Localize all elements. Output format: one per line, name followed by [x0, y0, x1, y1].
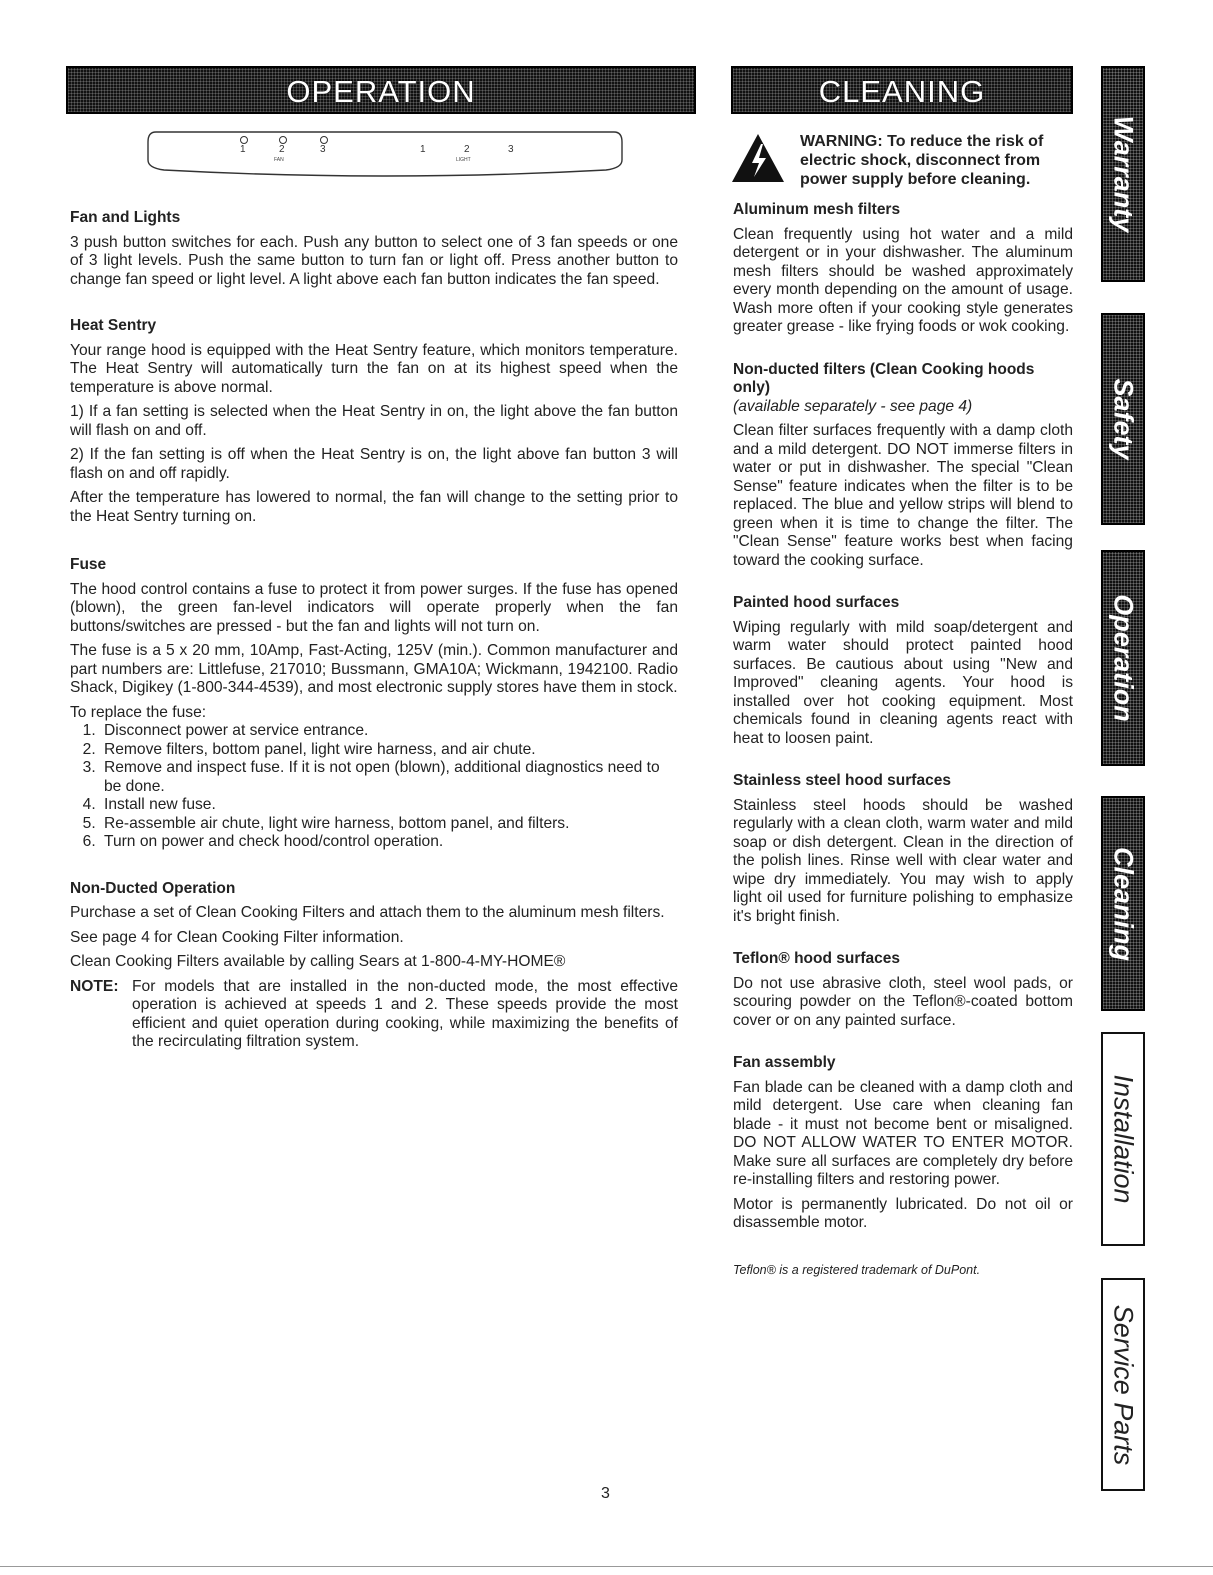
operation-column — [70, 209, 678, 1058]
fuse-steps — [70, 722, 678, 852]
fuse-text-1: The hood control contains a fuse to protect it from power surges. If the fuse has opened (blown), the green fan-level indicators will operate properly when the fan buttons/switches are pressed - but the fan and lights will not turn on. — [70, 580, 678, 635]
bottom-rule — [0, 1566, 1213, 1567]
tab-service-parts-label: Service Parts — [1108, 1304, 1139, 1465]
aluminum-text: Clean frequently using hot water and a mild detergent or in your dishwasher. The aluminum mesh filters should be washed approximately every month depending on the amount of usage. Wash more often if your cooking style generates greater grease - like frying foods or wok cooking. — [733, 225, 1073, 335]
non-ducted-filters-heading: Non-ducted filters (Clean Cooking hoods only) — [733, 360, 1035, 396]
fan-button-3: 3 — [320, 144, 326, 155]
stainless-heading: Stainless steel hood surfaces — [733, 772, 951, 789]
fuse-step-3: 3. Remove and inspect fuse. If it is not open (blown), additional diagnostics need to be done. — [100, 759, 678, 796]
fuse-text-3: To replace the fuse: — [70, 703, 207, 721]
tab-service-parts[interactable] — [1101, 1278, 1145, 1491]
fan-assembly-text-2: Motor is permanently lubricated. Do not oil or disassemble motor. — [733, 1195, 1073, 1231]
fuse-step-6: 6. Turn on power and check hood/control operation. — [100, 833, 678, 852]
operation-header — [66, 66, 696, 114]
light-button-2: 2 — [464, 144, 470, 155]
fuse-step-1: 1. Disconnect power at service entrance. — [100, 722, 678, 741]
fan-assembly-text-1: Fan blade can be cleaned with a damp cloth and mild detergent. Use care when cleaning fan blade - it must not become bent or misaligned. DO NOT ALLOW WATER TO ENTER MOTOR. Make sure all surfaces are completely dry before re-installing filters and restoring power. — [733, 1078, 1073, 1188]
fuse-step-5: 5. Re-assemble air chute, light wire harness, bottom panel, and filters. — [100, 815, 678, 834]
heat-sentry-text-4: After the temperature has lowered to normal, the fan will change to the setting prior to the Heat Sentry turning on. — [70, 489, 678, 525]
control-panel-diagram — [146, 130, 624, 182]
fan-indicator-3 — [321, 137, 328, 144]
note-label: NOTE: — [70, 977, 119, 995]
electric-shock-warning-icon — [730, 132, 786, 184]
non-ducted-text-3: Clean Cooking Filters available by calling Sears at 1-800-4-MY-HOME® — [70, 953, 566, 970]
fan-lights-heading: Fan and Lights — [70, 209, 181, 226]
teflon-trademark-note: Teflon® is a registered trademark of DuPont. — [733, 1262, 981, 1277]
control-panel-outline — [146, 130, 624, 182]
non-ducted-text-2: See page 4 for Clean Cooking Filter information. — [70, 928, 404, 946]
fuse-step-4: 4. Install new fuse. — [100, 796, 678, 815]
fuse-heading: Fuse — [70, 556, 107, 573]
fan-label: FAN — [274, 157, 284, 163]
aluminum-heading: Aluminum mesh filters — [733, 201, 901, 218]
heat-sentry-text-3: 2) If the fan setting is off when the Heat Sentry is on, the light above fan button 3 will flash on and off rapidly. — [70, 446, 678, 482]
teflon-text: Do not use abrasive cloth, steel wool pads, or scouring powder on the Teflon®-coated bottom cover or on any painted surface. — [733, 974, 1073, 1029]
light-button-1: 1 — [420, 144, 426, 155]
cleaning-header — [731, 66, 1073, 114]
non-ducted-text-1: Purchase a set of Clean Cooking Filters and attach them to the aluminum mesh filters. — [70, 904, 665, 921]
tab-operation-label: Operation — [1108, 594, 1139, 722]
heat-sentry-text-2: 1) If a fan setting is selected when the Heat Sentry in on, the light above the fan button will flash on and off. — [70, 403, 678, 439]
stainless-text: Stainless steel hoods should be washed regularly with a clean cloth, warm water and mild soap or dish detergent. Clean in the direction of the polish lines. Rinse well with clear water and wipe dry immediately. You may wish to apply light oil used for furniture polishing to emphasize it's bright finish. — [733, 796, 1073, 925]
tab-cleaning[interactable] — [1101, 796, 1145, 1011]
painted-text: Wiping regularly with mild soap/detergent and warm water should protect painted hood surfaces. Be cautious about using "New and Improved" cleaning agents. Your hood is installed over hot cooking equipment. Most chemicals found in cleaning agents react with heat to loosen paint. — [733, 618, 1073, 747]
fan-button-2: 2 — [279, 144, 285, 155]
operation-header-title: OPERATION — [286, 74, 476, 109]
tab-safety-label: Safety — [1108, 378, 1139, 460]
warning-block — [730, 132, 1073, 189]
tab-warranty-label: Warranty — [1108, 115, 1139, 233]
fan-indicator-1 — [241, 137, 248, 144]
tab-operation[interactable] — [1101, 550, 1145, 766]
non-ducted-filters-subheading: (available separately - see page 4) — [733, 397, 973, 415]
cleaning-column — [733, 132, 1073, 1285]
fuse-step-2: 2. Remove filters, bottom panel, light wire harness, and air chute. — [100, 741, 678, 760]
fan-button-1: 1 — [240, 144, 246, 155]
fuse-text-2: The fuse is a 5 x 20 mm, 10Amp, Fast-Acting, 125V (min.). Common manufacturer and part numbers are: Littlefuse, 217010; Bussmann, GMA10A; Wickmann, 1942100. Radio Shack, Digikey (1-800-344-4539), and most electronic supply stores have them in stock. — [70, 642, 678, 696]
tab-cleaning-label: Cleaning — [1108, 846, 1139, 961]
cleaning-header-title: CLEANING — [818, 74, 986, 109]
fan-lights-text: 3 push button switches for each. Push any button to select one of 3 fan speeds or one of 3 light levels. Push the same button to turn fan or light off. Press another button to change fan speed or light level. A light above each fan button indicates the fan speed. — [70, 233, 678, 288]
tab-installation[interactable] — [1101, 1032, 1145, 1246]
tab-warranty[interactable] — [1101, 66, 1145, 282]
light-button-3: 3 — [508, 144, 514, 155]
non-ducted-filters-text: Clean filter surfaces frequently with a damp cloth and a mild detergent. DO NOT immerse filters in water or put in dishwasher. The special "Clean Sense" feature indicates when the filter is to be replaced. The blue and yellow strips will blend to green when it is time to change the filter. The "Clean Sense" feature works best when facing toward the cooking surface. — [733, 422, 1073, 569]
page-number: 3 — [601, 1485, 610, 1502]
light-label: LIGHT — [456, 157, 471, 163]
tab-installation-label: Installation — [1108, 1074, 1139, 1204]
fan-assembly-heading: Fan assembly — [733, 1054, 836, 1071]
painted-heading: Painted hood surfaces — [733, 594, 900, 611]
teflon-heading: Teflon® hood surfaces — [733, 950, 901, 967]
non-ducted-heading: Non-Ducted Operation — [70, 879, 236, 897]
warning-text: WARNING: To reduce the risk of electric shock, disconnect from power supply before cleaning. — [800, 133, 1044, 188]
non-ducted-note — [70, 978, 678, 1058]
heat-sentry-heading: Heat Sentry — [70, 317, 157, 334]
note-text: For models that are installed in the non-ducted mode, the most effective operation is achieved at speeds 1 and 2. These speeds provide the most efficient and quiet operation during cooking, while maximizing the benefits of the recirculating filtration system. — [132, 977, 678, 1050]
heat-sentry-text-1: Your range hood is equipped with the Heat Sentry feature, which monitors temperature. The Heat Sentry will automatically turn the fan on at its highest speed when the temperature is above normal. — [70, 341, 678, 396]
tab-safety[interactable] — [1101, 313, 1145, 525]
fan-indicator-2 — [280, 137, 287, 144]
